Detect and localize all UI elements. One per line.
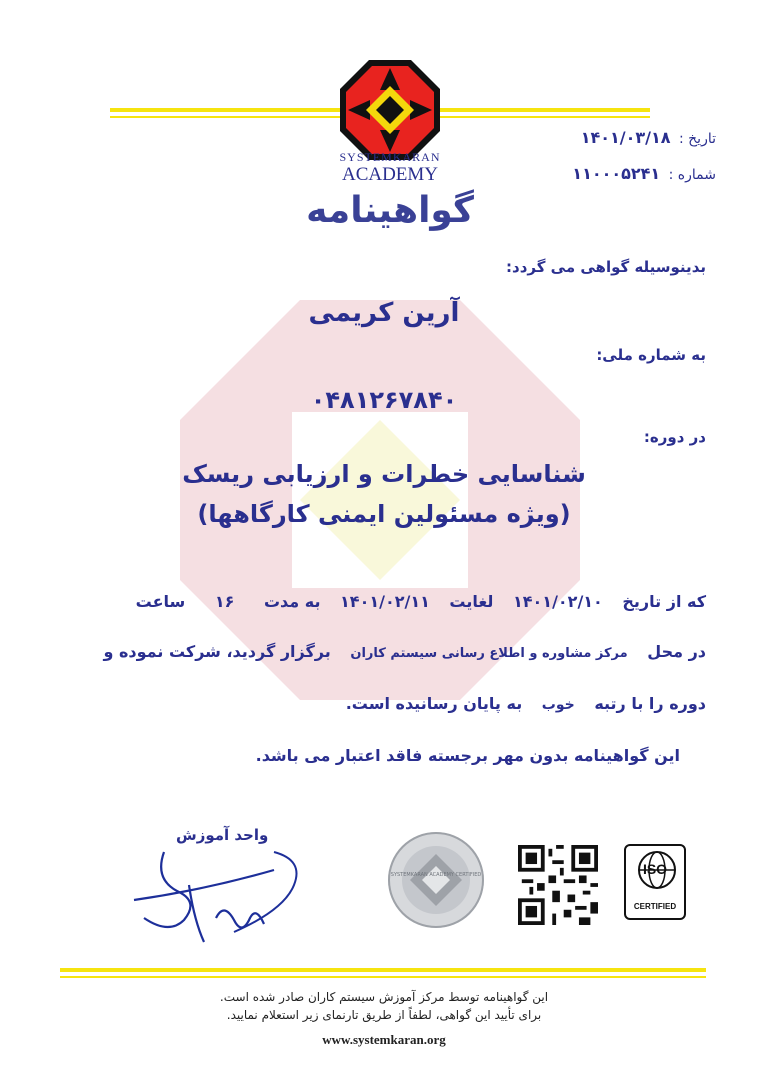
hours-value: ۱۶: [214, 592, 235, 611]
location-label: در محل: [647, 642, 706, 661]
start-date: ۱۴۰۱/۰۲/۱۰: [513, 592, 603, 611]
iso-text: ISO: [642, 861, 668, 877]
date-row: [496, 128, 716, 147]
number-value: ۱۱۰۰۰۵۲۴۱: [572, 164, 661, 183]
national-id-value: ۰۴۸۱۲۶۷۸۴۰: [310, 386, 458, 414]
validity-note: این گواهینامه بدون مهر برجسته فاقد اعتبار می باشد.: [255, 746, 680, 765]
date-value: ۱۴۰۱/۰۳/۱۸: [580, 128, 671, 147]
location-value: مرکز مشاوره و اطلاع رسانی سیستم کاران: [350, 646, 628, 661]
bottom-yellow-line-2: [60, 976, 706, 978]
number-row: [496, 164, 716, 183]
footer-line-1: این گواهینامه توسط مرکز آموزش سیستم کاران صادر شده است.: [219, 990, 549, 1004]
iso-certified-text: CERTIFIED: [633, 902, 677, 911]
held-text: برگزار گردید، شرکت نموده و: [103, 642, 331, 661]
duration-label: به مدت: [263, 592, 321, 611]
logo-text-line1: SYSTEMKARAN: [339, 150, 441, 164]
from-prefix: که از تاریخ: [622, 592, 706, 611]
signature-icon: [124, 840, 324, 950]
course-title-line2: (ویژه مسئولین ایمنی کارگاهها): [197, 500, 571, 528]
bottom-yellow-line-1: [60, 968, 706, 972]
footer-website-link[interactable]: www.systemkaran.org: [322, 1032, 446, 1047]
seal-text: SYSTEMKARAN ACADEMY CERTIFIED: [390, 872, 482, 878]
location-row: [76, 642, 706, 661]
grade-prefix: دوره را با رتبه: [594, 694, 706, 713]
recipient-name: آرین کریمی: [308, 298, 460, 328]
embossed-seal-icon: [386, 830, 486, 930]
to-label: لغایت: [449, 592, 494, 611]
number-label: شماره :: [668, 167, 716, 183]
iso-badge: [624, 844, 686, 920]
footer-line-2: برای تأیید این گواهی، لطفاً از طریق تارنمای زیر استعلام نمایید.: [226, 1008, 542, 1022]
certificate-title: گواهینامه: [306, 190, 474, 231]
national-id-label: به شماره ملی:: [596, 346, 706, 364]
grade-value: خوب: [541, 697, 575, 713]
logo-text-line2: ACADEMY: [341, 164, 439, 185]
intro-text: بدینوسیله گواهی می گردد:: [506, 258, 706, 276]
academy-logo-icon: [340, 60, 440, 160]
grade-row: [76, 694, 706, 713]
end-date: ۱۴۰۱/۰۲/۱۱: [340, 592, 430, 611]
date-label: تاریخ :: [678, 131, 716, 147]
hours-unit: ساعت: [135, 592, 186, 611]
dates-row: [76, 592, 706, 611]
grade-suffix: به پایان رسانیده است.: [345, 694, 523, 713]
training-unit-label: واحد آموزش: [176, 826, 269, 844]
course-label: در دوره:: [643, 428, 706, 446]
course-title-line1: شناسایی خطرات و ارزیابی ریسک: [182, 460, 586, 488]
qr-code-icon: [518, 845, 598, 925]
